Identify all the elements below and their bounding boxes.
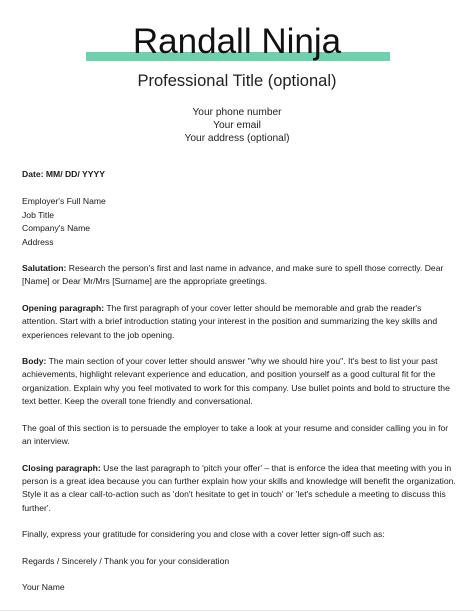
signoff: Regards / Sincerely / Thank you for your consideration	[22, 555, 230, 566]
salutation-label: Salutation:	[22, 263, 67, 274]
company-name: Company's Name	[22, 223, 91, 234]
closing-text: Use the last paragraph to 'pitch your offer' – that is enforce the idea that meeting with you in person is a great idea because you can further explain how your skills and knowledge will benefit the organization. Style it as a clear call-to-action such as 'don't hesitate to get in touch' or 'let's schedule a meeting to discuss this further'.	[22, 462, 456, 513]
phone-number: Your phone number	[192, 107, 282, 118]
salutation-text: Research the person's first and last name in advance, and make sure to spell those correctly. Dear [Name] or Dear Mr/Mrs [Surname] are the appropriate greetings.	[22, 263, 444, 287]
opening-text: The first paragraph of your cover letter should be memorable and grab the reader's attention. Start with a brief introduction stating your interest in the position and summarizing the key skills and experiences relevant to the job opening.	[22, 302, 438, 340]
finally-paragraph: Finally, express your gratitude for considering you and close with a cover letter sign-off such as:	[22, 529, 385, 540]
letter-body	[22, 168, 456, 594]
recipient-block	[22, 195, 456, 249]
applicant-name: Randall Ninja	[132, 22, 342, 61]
page-bottom-edge	[0, 610, 474, 611]
signature: Your Name	[22, 581, 65, 592]
opening-paragraph	[22, 302, 456, 342]
professional-title: Professional Title (optional)	[137, 72, 337, 90]
letter-date: Date: MM/ DD/ YYYY	[22, 169, 105, 179]
recipient-address: Address	[22, 236, 54, 247]
contact-block	[0, 106, 474, 145]
body-text: The main section of your cover letter should answer "why we should hire you". It's best to list your past achievements, highlight relevant experience and education, and position yourself as a good cultural fit for the organization. Explain why you feel motivated to work for this company. Use bullet points and bold to structure the text better. Keep the overall tone friendly and conversational.	[22, 356, 450, 407]
salutation-paragraph	[22, 262, 456, 289]
goal-paragraph: The goal of this section is to persuade the employer to take a look at your resume and consider calling you in for an interview.	[22, 422, 449, 447]
address: Your address (optional)	[184, 133, 290, 144]
email: Your email	[213, 120, 261, 131]
body-paragraph	[22, 355, 456, 409]
opening-label: Opening paragraph:	[22, 302, 105, 313]
closing-label: Closing paragraph:	[22, 462, 101, 473]
job-title: Job Title	[22, 209, 55, 220]
closing-paragraph	[22, 462, 456, 516]
body-label: Body:	[22, 356, 47, 367]
employer-name: Employer's Full Name	[22, 196, 106, 207]
